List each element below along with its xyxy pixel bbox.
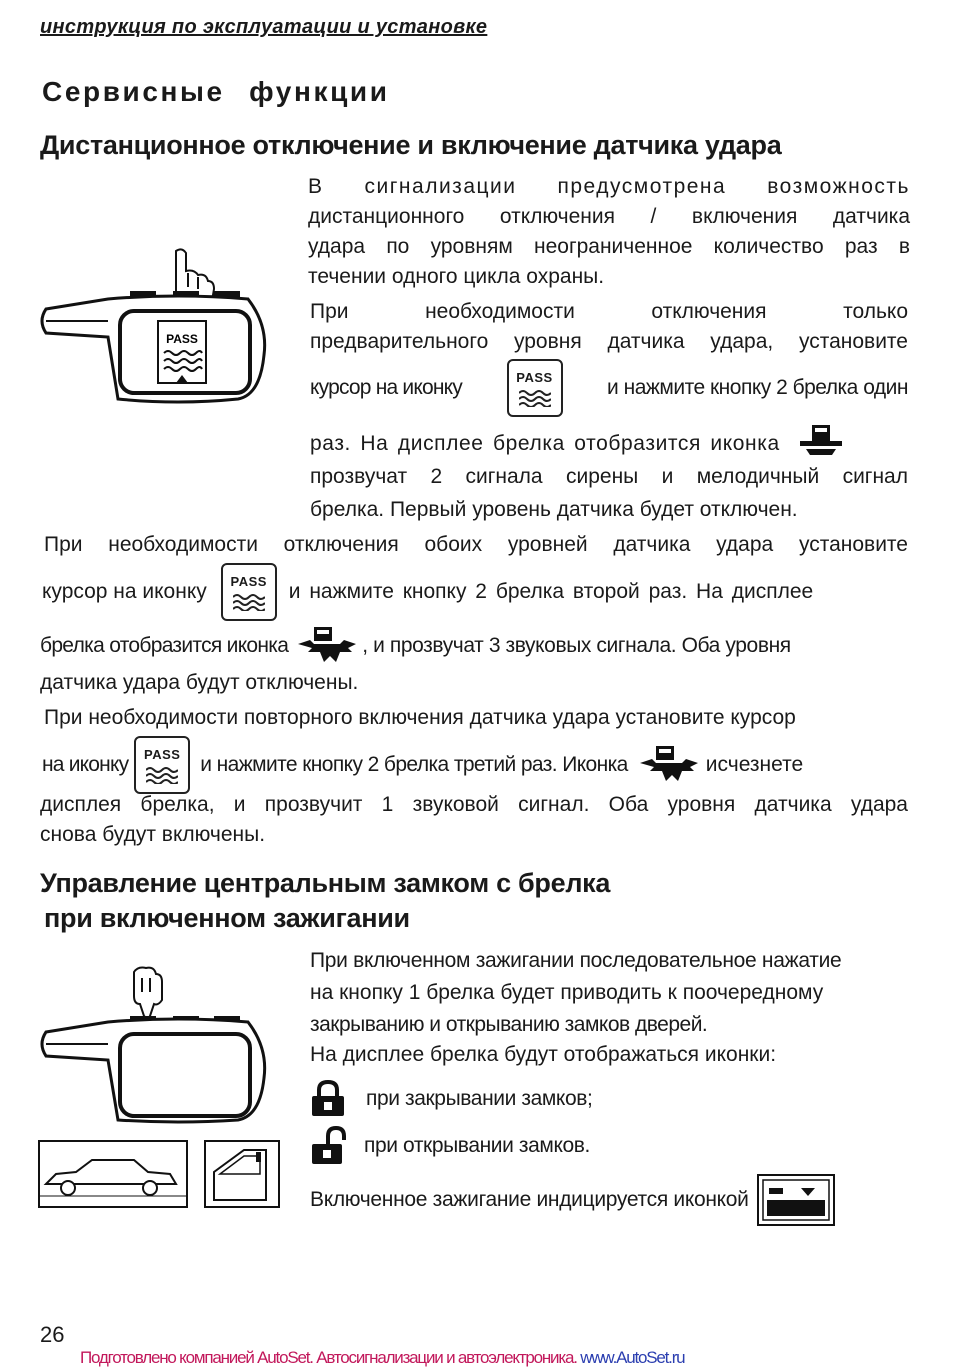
pass-icon-label: PASS [144,747,181,762]
text-line: При включенном зажигании последовательное нажатие [310,949,842,972]
pass-icon [507,359,563,417]
page-number: 26 [40,1322,65,1347]
lock-heading-line-1: Управление центральным замком с брелка [40,868,611,898]
shock-both-off-icon [294,626,358,666]
text-line: датчика удара будут отключены. [40,671,359,694]
lock-closed-icon [310,1080,346,1118]
lock-closed-row [310,1080,592,1118]
footer-link[interactable]: www.AutoSet.ru [580,1348,685,1367]
car-door-illustration [204,1140,280,1208]
text-line: На дисплее брелка будут отображаться иконки: [310,1043,777,1066]
text-span: и нажмите кнопку 2 брелка один [607,376,908,399]
shock-level-1-off-icon [796,423,846,465]
text-span: , и прозвучат 3 звуковых сигнала. Оба уровня [362,634,791,657]
shock-paragraph-1 [308,172,910,292]
text-span: исчезнете [705,753,804,776]
text-line: удара по уровням неограниченное количество раз в [308,235,910,258]
pass-icon-label: PASS [516,370,553,385]
shock-paragraph-2-rest [310,462,908,525]
pass-icon [134,736,190,794]
text-line: предварительного уровня датчика удара, установите [310,330,908,353]
text-span: при открывании замков. [364,1134,590,1157]
text-line: дисплея брелка, и прозвучит 1 звуковой сигнал. Оба уровня датчика удара [40,793,908,816]
text-span: и нажмите кнопку 2 брелка второй раз. На дисплее [288,580,814,603]
shock-paragraph-2-icon-line [310,358,908,418]
shock-paragraph-4-icon-line [42,734,908,796]
text-line: При необходимости повторного включения датчика удара установите курсор [44,706,796,729]
text-line: При необходимости отключения обоих уровней датчика удара установите [44,533,908,556]
svg-text:PASS: PASS [166,332,198,346]
footer-text: Подготовлено компанией AutoSet. Автосигнализации и автоэлектроника. [80,1348,577,1367]
text-span: на иконку [42,753,129,776]
text-span: Включенное зажигание индицируется иконкой [310,1188,749,1211]
text-line: снова будут включены. [40,823,266,846]
shock-paragraph-2-line4 [310,424,908,464]
text-span: при закрывании замков; [366,1087,593,1110]
text-line: на кнопку 1 брелка будет приводить к поочередному [310,981,824,1004]
text-line: закрыванию и открыванию замков дверей. [310,1013,708,1036]
shock-paragraph-3-icon-line [42,560,908,624]
text-span: раз. На дисплее брелка отобразится иконка [310,432,780,455]
text-span: брелка отобразится иконка [40,634,289,657]
lock-opened-row [310,1126,590,1166]
shock-paragraph-2 [310,297,908,357]
key-fob-button-1-illustration [38,964,270,1124]
ignition-row [310,1174,835,1226]
lock-open-icon [310,1126,346,1166]
key-fob-pass-illustration [38,245,270,405]
footer [80,1348,684,1368]
pass-icon-label: PASS [230,574,267,589]
text-line: течении одного цикла охраны. [308,265,605,288]
text-span: и нажмите кнопку 2 брелка третий раз. Иконка [200,753,628,776]
lock-heading-line-2: при включенном зажигании [44,903,410,933]
shock-heading: Дистанционное отключение и включение датчика удара [40,130,782,160]
text-line: В сигнализации предусмотрена возможность [308,175,910,198]
document-header: инструкция по эксплуатации и установке [40,16,488,38]
pass-icon [221,563,277,621]
section-title: Сервисные функции [42,76,390,107]
lock-paragraph-1 [310,946,908,1070]
shock-both-off-icon [636,745,700,785]
shock-paragraph-3-line3 [40,624,908,668]
text-line: дистанционного отключения / включения датчика [308,205,910,228]
ignition-icon [757,1174,835,1226]
text-line: прозвучат 2 сигнала сирены и мелодичный сигнал [310,465,908,488]
text-span: курсор на иконку [310,376,462,399]
text-span: курсор на иконку [42,580,207,603]
text-line: При необходимости отключения только [310,300,908,323]
text-line: брелка. Первый уровень датчика будет отключен. [310,498,798,521]
car-illustration [38,1140,188,1208]
